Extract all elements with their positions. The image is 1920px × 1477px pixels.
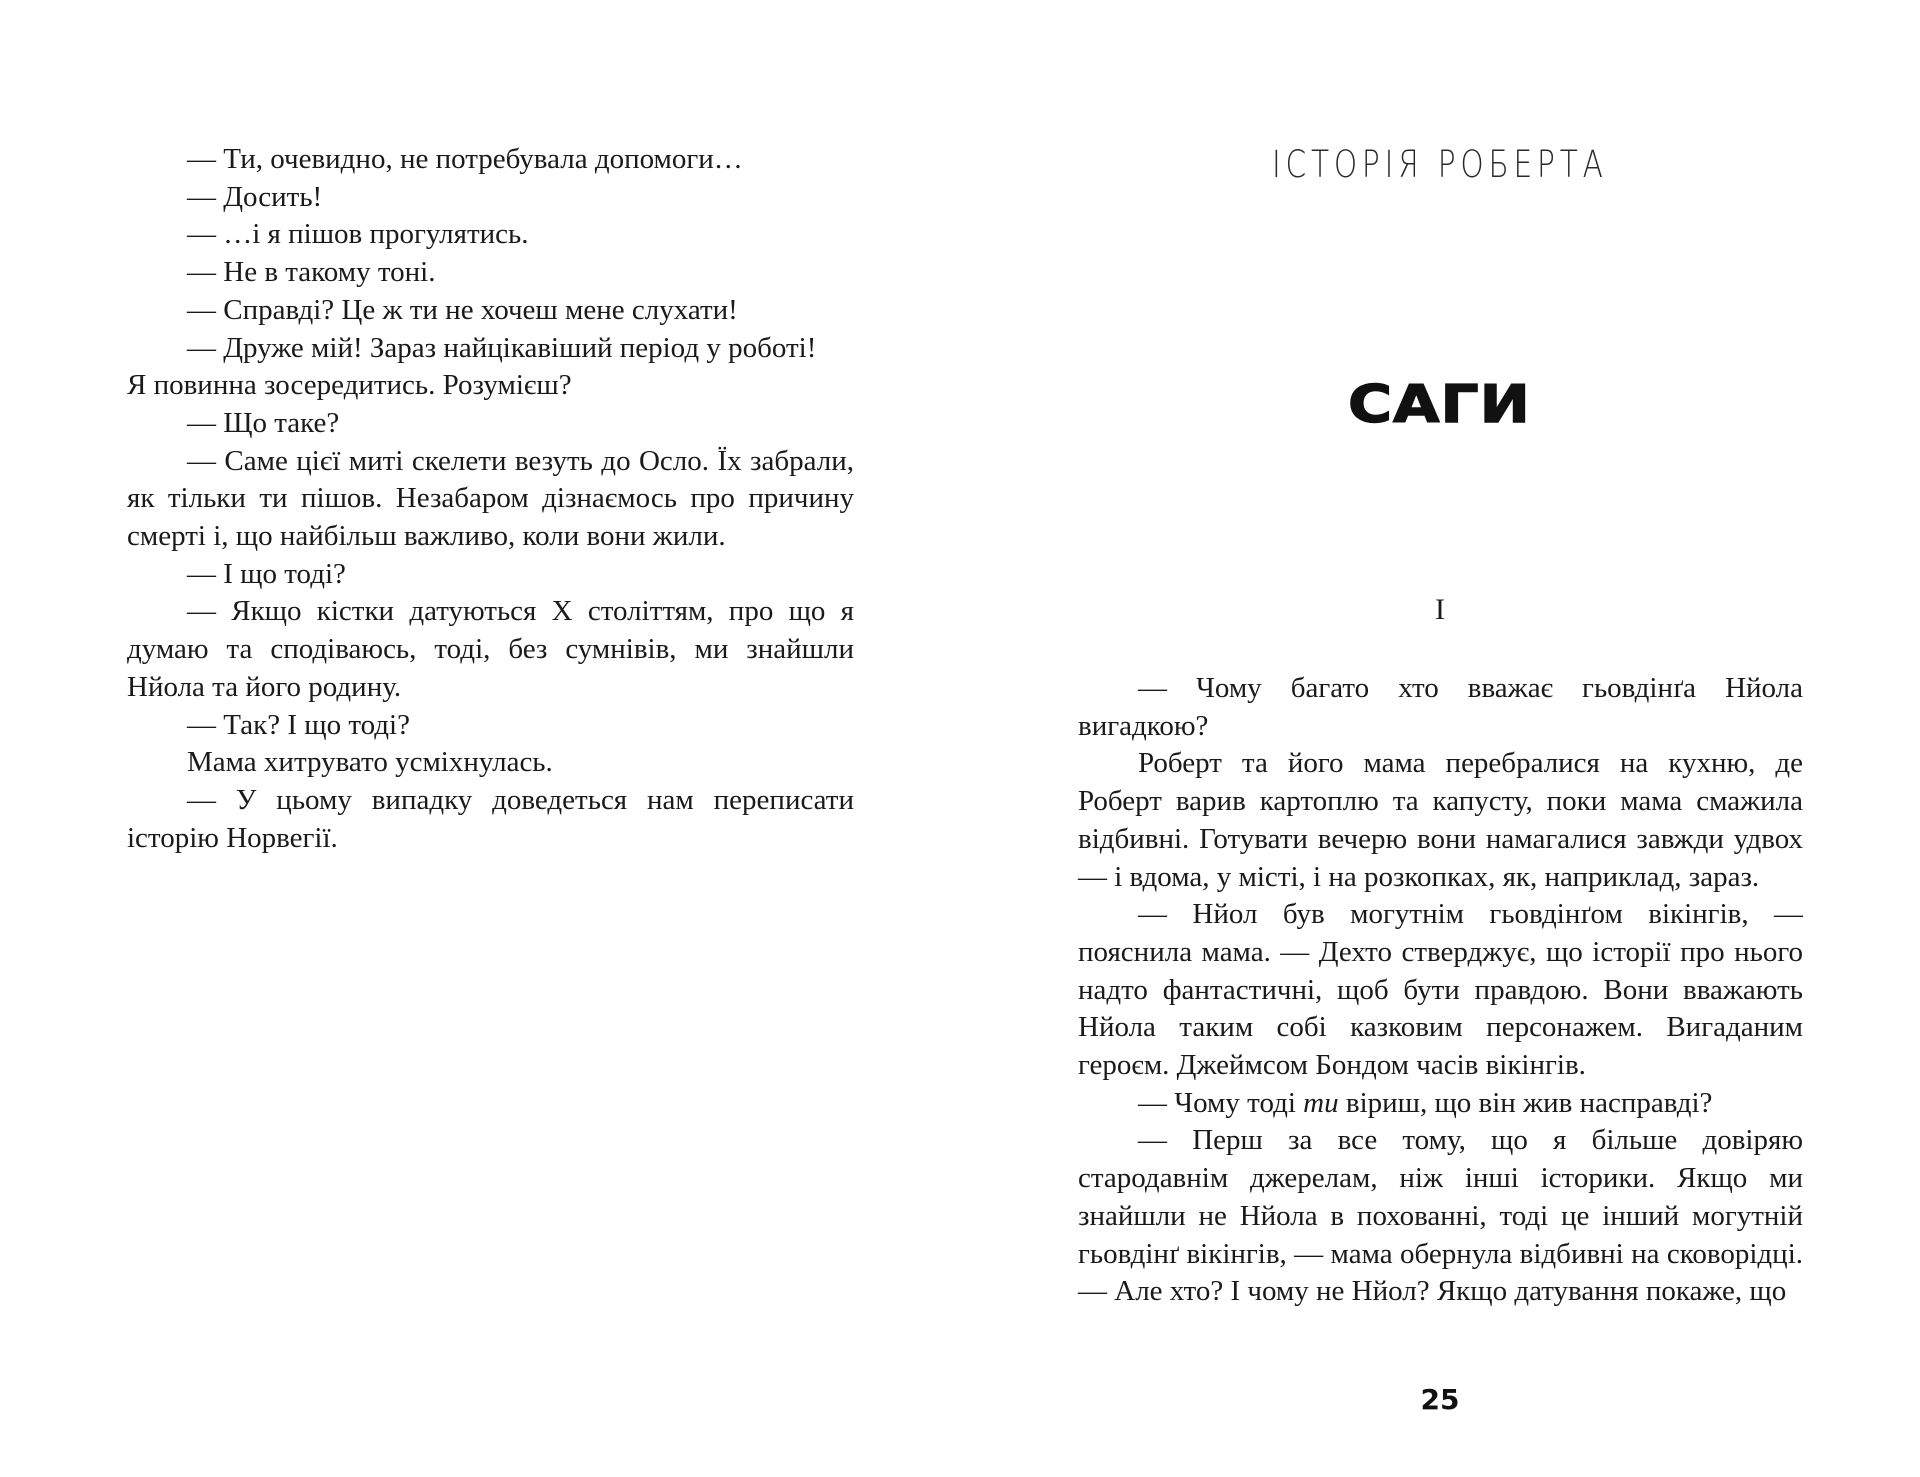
right-page <box>960 0 1920 1477</box>
paragraph: — Перш за все тому, що я більше довіряю стародавнім джерелам, ніж інші історики. Якщо ми знайшли не Нйола в похованні, тоді це інший могутній гьовдінґ вікінгів, — мама обернула відбивні на сковорідці. — Але хто? І чому не Нйол? Якщо датування покаже, що <box>1078 1124 1803 1308</box>
chapter-title <box>960 375 1920 435</box>
right-page-text <box>1078 670 1803 1311</box>
question-after: віриш, що він жив насправді? <box>1338 1086 1713 1119</box>
paragraph: — Ти, очевидно, не потребувала допомоги… <box>187 143 743 175</box>
paragraph: — Чому багато хто вважає гьовдінґа Нйола вигадкою? <box>1078 672 1803 742</box>
page-number: 25 <box>1420 1383 1460 1416</box>
paragraph: Мама хитрувато усміхнулась. <box>187 746 553 779</box>
question-italic: ти <box>1303 1086 1339 1119</box>
paragraph: — Справді? Це ж ти не хочеш мене слухати! <box>187 293 738 326</box>
paragraph: — …і я пішов прогулятись. <box>187 218 529 251</box>
paragraph: — Саме цієї миті скелети везуть до Осло. Їх забрали, як тільки ти пішов. Незабаром дізнаємось про причину смерті і, що найбільш важливо, коли вони жили. <box>127 444 854 553</box>
paragraph: — У цьому випадку доведеться нам переписати історію Норвегії. <box>127 783 854 854</box>
paragraph: — Не в такому тоні. <box>187 256 436 289</box>
paragraph: — Так? І що тоді? <box>187 708 410 741</box>
paragraph: — Що таке? <box>187 406 340 439</box>
paragraph-question <box>1078 1085 1803 1123</box>
section-number: І <box>1435 593 1445 626</box>
paragraph: — І що тоді? <box>187 557 346 590</box>
paragraph: — Якщо кістки датуються Х століттям, про що я думаю та сподіваюсь, тоді, без сумнівів, ми знайшли Нйола та його родину. <box>127 595 854 703</box>
paragraph: — Досить! <box>187 180 323 213</box>
chapter-title-text: САГИ <box>1348 375 1532 435</box>
paragraph: Роберт та його мама перебралися на кухню, де Роберт варив картоплю та капусту, поки мама смажила відбивні. Готувати вечерю вони намагалися завжди удвох — і вдома, у місті, і на розкопках, як, наприклад, зараз. <box>1078 747 1803 893</box>
paragraph: Я повинна зосередитись. Розумієш? <box>127 369 572 402</box>
question-before: — Чому тоді <box>1138 1086 1304 1119</box>
paragraph: — Нйол був могутнім гьовдінґом вікінгів, — пояснила мама. — Дехто стверджує, що історії про нього надто фантастичні, щоб бути правдою. Вони вважають Нйола таким собі казковим персонажем. Вигаданим героєм. Джеймсом Бондом часів вікінгів. <box>1078 898 1803 1082</box>
left-page-text <box>127 141 854 857</box>
paragraph: — Друже мій! Зараз найцікавіший період у роботі! <box>187 331 817 364</box>
running-head-text: ІСТОРІЯ РОБЕРТА <box>1272 143 1608 186</box>
running-head <box>960 143 1920 186</box>
